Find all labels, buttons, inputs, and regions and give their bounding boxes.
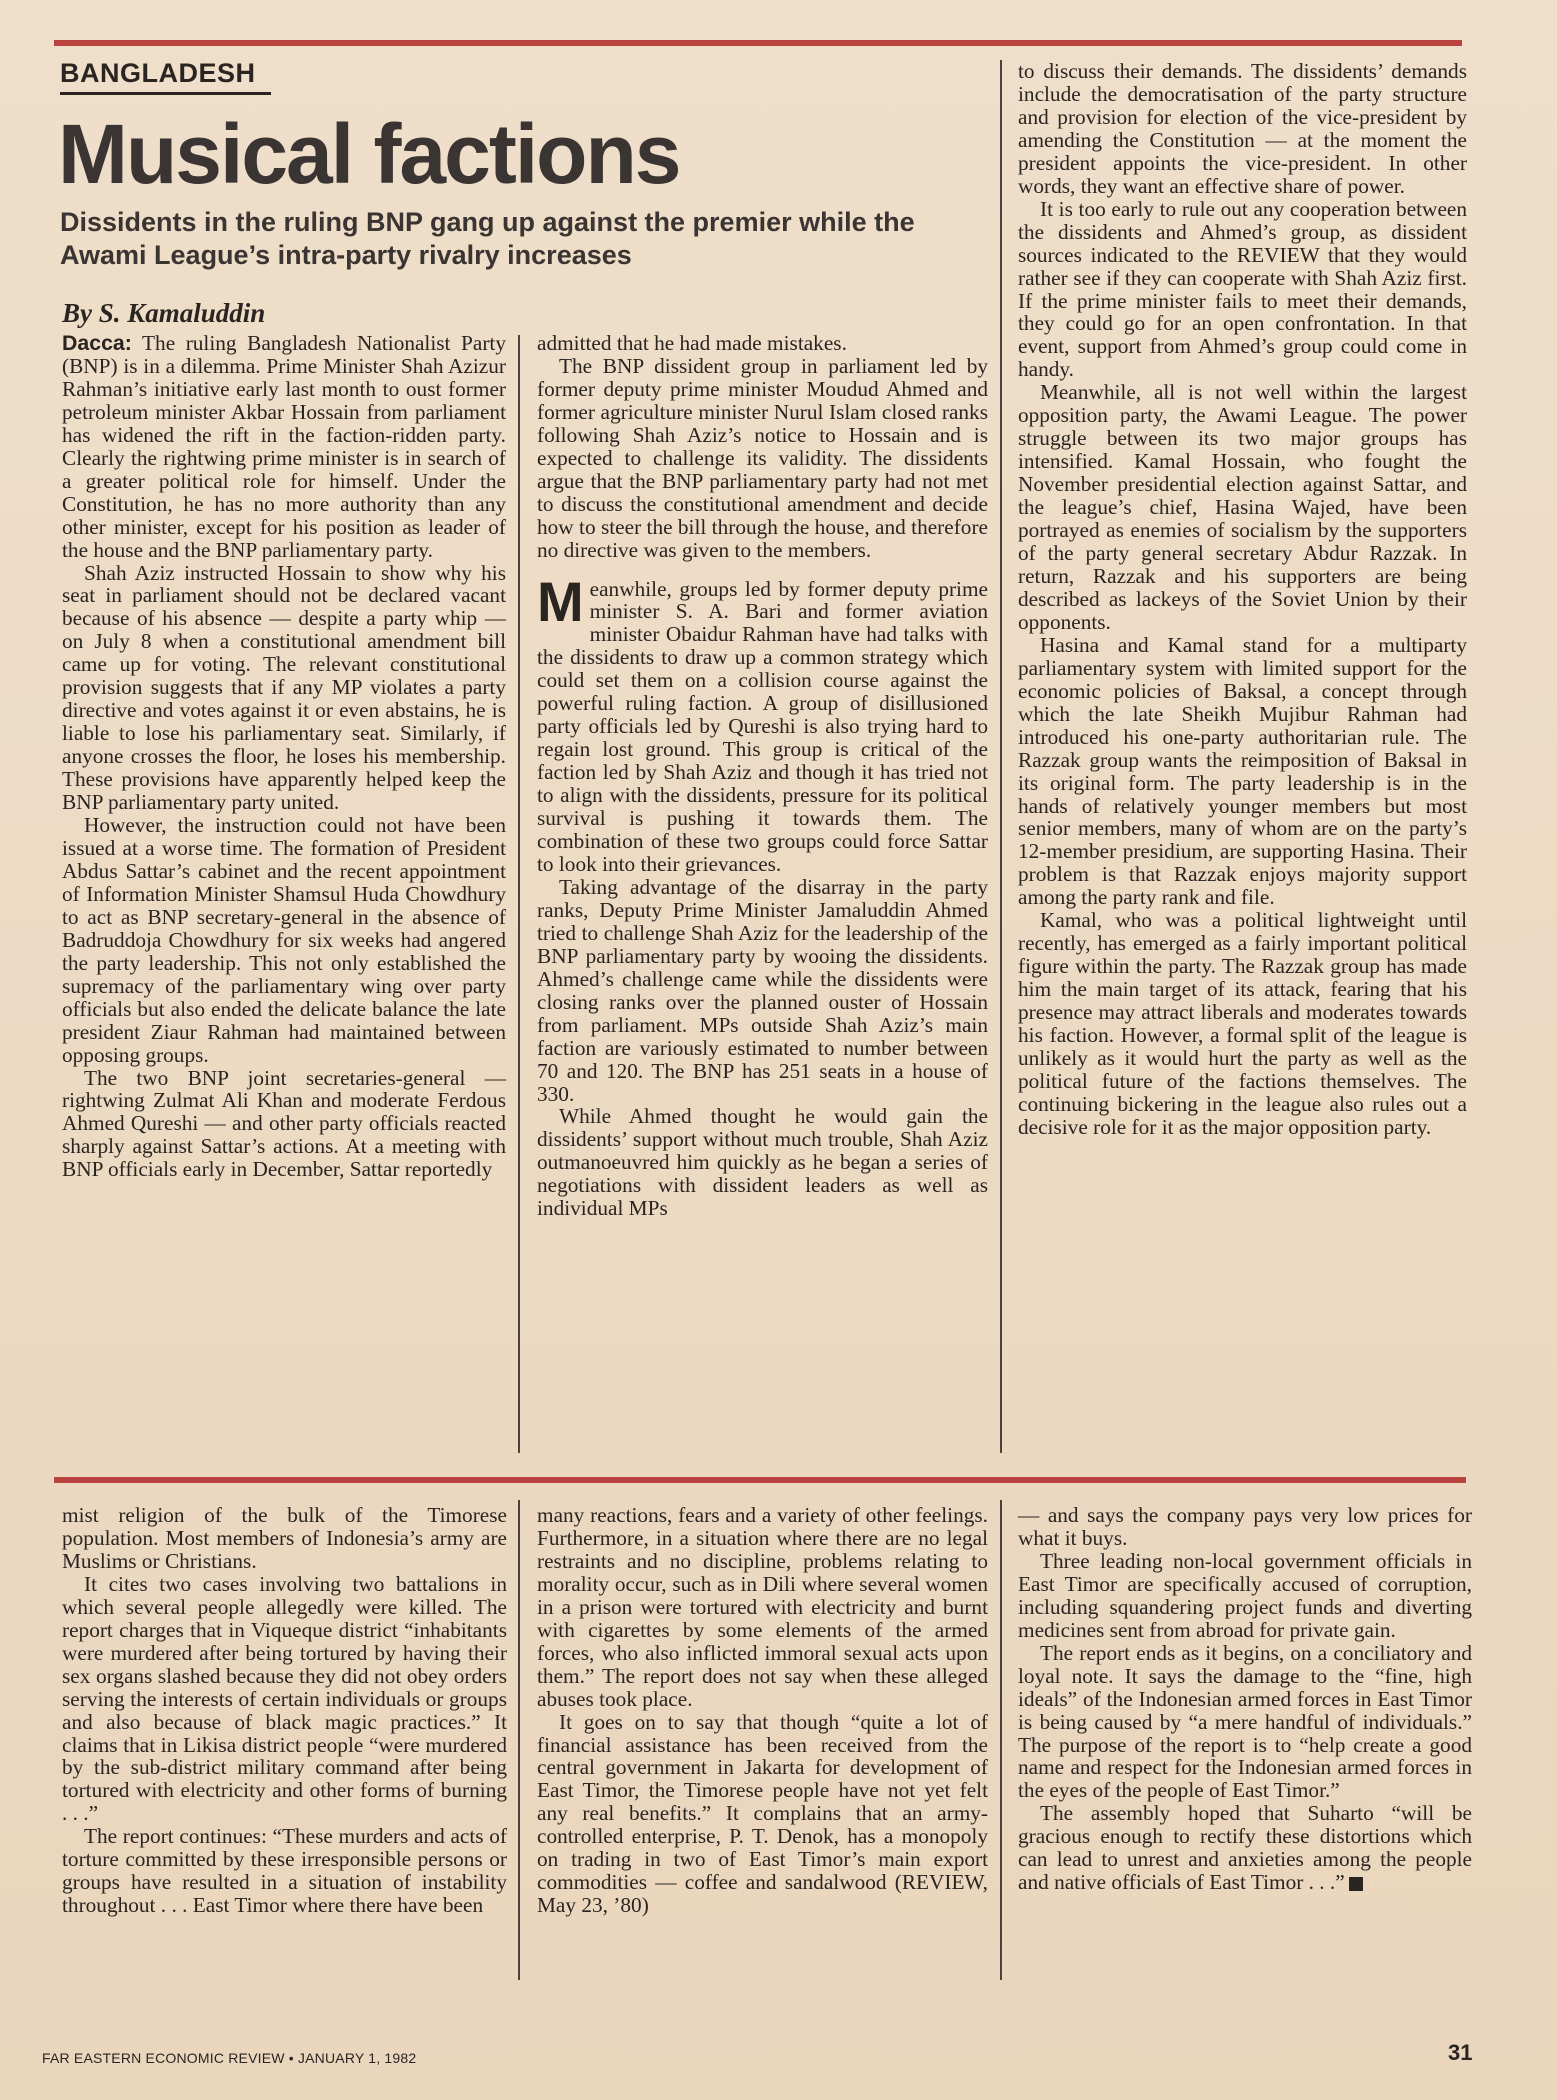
article-column-2 bbox=[537, 332, 988, 1220]
column-divider bbox=[518, 335, 520, 1453]
article-paragraph: It is too early to rule out any cooperation between the dissidents and Ahmed’s group, as dissident sources indicated to the REVIEW that they would rather see if they can cooperate with Shah Aziz first. If the prime minister fails to meet their demands, they could go for an open confrontation. In that event, support from Ahmed’s group could come in handy. bbox=[1018, 196, 1467, 382]
continued-column-2 bbox=[537, 1504, 988, 1917]
top-red-rule bbox=[54, 40, 1462, 46]
article-paragraph: Taking advantage of the disarray in the party ranks, Deputy Prime Minister Jamaluddin Ahmed tried to challenge Shah Aziz for the leadership of the BNP parliamentary party by wooing the dissidents. Ahmed’s challenge came while the dissidents were closing ranks over the planned ouster of Hossain from parliament. MPs outside Shah Aziz’s main faction are variously estimated to number between 70 and 120. The BNP has 251 seats in a house of 330. bbox=[537, 874, 988, 1106]
byline: By S. Kamaluddin bbox=[62, 298, 266, 328]
continued-column-1 bbox=[62, 1504, 507, 1917]
footer-publication: FAR EASTERN ECONOMIC REVIEW • JANUARY 1, 1982 bbox=[42, 2050, 417, 2066]
drop-cap: M bbox=[537, 569, 584, 633]
article-paragraph: Kamal, who was a political lightweight until recently, has emerged as a fairly important political figure within the party. The Razzak group has made him the main target of its attack, fearing that his presence may attract liberals and moderates towards his faction. However, a formal split of the league is unlikely as it would hurt the party as well as the political future of the factions themselves. The continuing bickering in the league also rules out a decisive role for it as the major opposition party. bbox=[1018, 908, 1467, 1139]
continued-column-3 bbox=[1018, 1504, 1472, 1894]
article-paragraph: However, the instruction could not have been issued at a worse time. The formation of President Abdus Sattar’s cabinet and the recent appointment of Information Minister Shamsul Huda Chowdhury to act as BNP secretary-general in the absence of Badruddoja Chowdhury for six weeks had angered the party leadership. This not only established the supremacy of the parliamentary wing over party officials but also ended the delicate balance the late president Ziaur Rahman had maintained between opposing groups. bbox=[62, 813, 506, 1067]
middle-red-rule bbox=[54, 1477, 1466, 1483]
column-divider bbox=[1000, 1500, 1002, 1980]
column-divider bbox=[518, 1500, 520, 1980]
headline: Musical factions bbox=[58, 107, 680, 201]
column-divider bbox=[1000, 60, 1002, 1453]
article-paragraph: Meanwhile, groups led by former deputy prime minister S. A. Bari and former aviation minister Obaidur Rahman have had talks with the dissidents to draw up a common strategy which could set them on a collision course against the powerful ruling faction. A group of disillusioned party officials led by Qureshi is also trying hard to regain lost ground. This group is critical of the faction led by Shah Aziz and though it has tried not to align with the dissidents, pressure for its political survival is pushing it towards them. The combination of these two groups could force Sattar to look into their grievances. bbox=[537, 569, 988, 876]
article-paragraph: Shah Aziz instructed Hossain to show why his seat in parliament should not be declared vacant because of his absence — despite a party whip — on July 8 when a constitutional amendment bill came up for voting. The relevant constitutional provision suggests that if any MP violates a party directive and votes against it or even abstains, he is liable to lose his parliamentary seat. Similarly, if anyone crosses the floor, he loses his membership. These provisions have apparently helped keep the BNP parliamentary party united. bbox=[62, 560, 506, 815]
article-paragraph: to discuss their demands. The dissidents’ demands include the democratisation of the party structure and provision for election of the vice-president by amending the Constitution — at the moment the president appoints the vice-president. In other words, they want an effective share of power. bbox=[1018, 59, 1467, 198]
article-paragraph: The BNP dissident group in parliament led by former deputy prime minister Moudud Ahmed and former agriculture minister Nurul Islam closed ranks following Shah Aziz’s notice to Hossain and is expected to challenge its validity. The dissidents argue that the BNP parliamentary party had not met to discuss the constitutional amendment and decide how to steer the bill through the house, and therefore no directive was given to the members. bbox=[537, 353, 988, 562]
article-paragraph: Hasina and Kamal stand for a multiparty parliamentary system with limited support for the economic policies of Baksal, a concept through which the late Sheikh Mujibur Rahman had introduced his one-party authoritarian rule. The Razzak group wants the reimposition of Baksal in its original form. The party leadership is in the hands of relatively younger members but most senior members, many of whom are on the party’s 12-member presidium, are supporting Hasina. Their problem is that Razzak enjoys majority support among the party rank and file. bbox=[1018, 632, 1467, 910]
dateline: Dacca: bbox=[62, 331, 132, 355]
article-paragraph: The two BNP joint secretaries-general — rightwing Zulmat Ali Khan and moderate Ferdous Ahmed Qureshi — and other party officials reacted sharply against Sattar’s actions. At a meeting with BNP officials early in December, Sattar reportedly bbox=[62, 1065, 506, 1182]
end-mark-icon: F bbox=[1349, 1877, 1363, 1891]
page-number: 31 bbox=[1448, 2040, 1473, 2065]
continued-paragraph: mist religion of the bulk of the Timorese population. Most members of Indonesia’s army are Muslims or Christians. bbox=[62, 1503, 507, 1573]
continued-paragraph: It goes on to say that though “quite a lot of financial assistance has been received from the central government in Jakarta for development of East Timor, the Timorese people have not yet felt any real benefits.” It complains that an army-controlled enterprise, P. T. Denok, has a monopoly on trading in two of East Timor’s main export commodities — coffee and sandalwood (REVIEW, May 23, ’80) bbox=[537, 1709, 988, 1918]
continued-paragraph: — and says the company pays very low prices for what it buys. bbox=[1018, 1503, 1472, 1550]
article-column-3 bbox=[1018, 60, 1467, 1139]
continued-paragraph: It cites two cases involving two battalions in which several people allegedly were killed. The report charges that in Viqueque district “inhabitants were murdered after being tortured by having their sex organs slashed because they did not obey orders serving the interests of certain individuals or groups and also because of black magic practices.” It claims that in Likisa district people “were murdered by the sub-district military command after being tortured with electricity and other forms of burning . . .” bbox=[62, 1571, 507, 1826]
deck: Dissidents in the ruling BNP gang up against the premier while the Awami League’s intra-party rivalry increases bbox=[60, 207, 915, 270]
article-paragraph: Dacca: The ruling Bangladesh Nationalist Party (BNP) is in a dilemma. Prime Minister Shah Azizur Rahman’s initiative early last month to oust former petroleum minister Akbar Hossain from parliament has widened the rift in the faction-ridden party. Clearly the rightwing prime minister is in search of a greater political role for himself. Under the Constitution, he has no more authority than any other minister, except for his position as leader of the house and the BNP parliamentary party. bbox=[62, 331, 506, 562]
article-paragraph: Meanwhile, all is not well within the largest opposition party, the Awami League. The power struggle between its two major groups has intensified. Kamal Hossain, who fought the November presidential election against Sattar, and the league’s chief, Hasina Wajed, have been portrayed as enemies of socialism by the supporters of the party general secretary Abdur Razzak. In return, Razzak and his supporters are being described as lackeys of the Soviet Union by their opponents. bbox=[1018, 380, 1467, 634]
continued-paragraph: The assembly hoped that Suharto “will be gracious enough to rectify these distortions which can lead to unrest and anxieties among the people and native officials of East Timor . . .” F bbox=[1018, 1801, 1472, 1895]
article-paragraph: admitted that he had made mistakes. bbox=[537, 331, 847, 355]
continued-paragraph: The report ends as it begins, on a conciliatory and loyal note. It says the damage to the “fine, high ideals” of the Indonesian armed forces in East Timor is being caused by “a mere handful of individuals.” The purpose of the report is to “help create a good name and respect for the Indonesian armed forces in the eyes of the people of East Timor.” bbox=[1018, 1640, 1472, 1803]
article-paragraph: While Ahmed thought he would gain the dissidents’ support without much trouble, Shah Aziz outmanoeuvred him quickly as he began a series of negotiations with dissident leaders as well as individual MPs bbox=[537, 1104, 988, 1221]
continued-paragraph: many reactions, fears and a variety of other feelings. Furthermore, in a situation where there are no legal restraints and no discipline, problems relating to morality occur, such as in Dili where several women in a prison were tortured with electricity and burnt with cigarettes by some elements of the armed forces, who also inflicted immoral sexual acts upon them.” The report does not say when these alleged abuses took place. bbox=[537, 1503, 988, 1711]
continued-paragraph: The report continues: “These murders and acts of torture committed by these irresponsible persons or groups have resulted in a situation of instability throughout . . . East Timor where there have been bbox=[62, 1824, 507, 1918]
section-label: BANGLADESH bbox=[60, 58, 256, 88]
section-underline bbox=[60, 92, 271, 95]
article-column-1 bbox=[62, 332, 506, 1181]
continued-paragraph: Three leading non-local government officials in East Timor are specifically accused of corruption, including squandering project funds and diverting medicines sent from abroad for private gain. bbox=[1018, 1548, 1472, 1642]
